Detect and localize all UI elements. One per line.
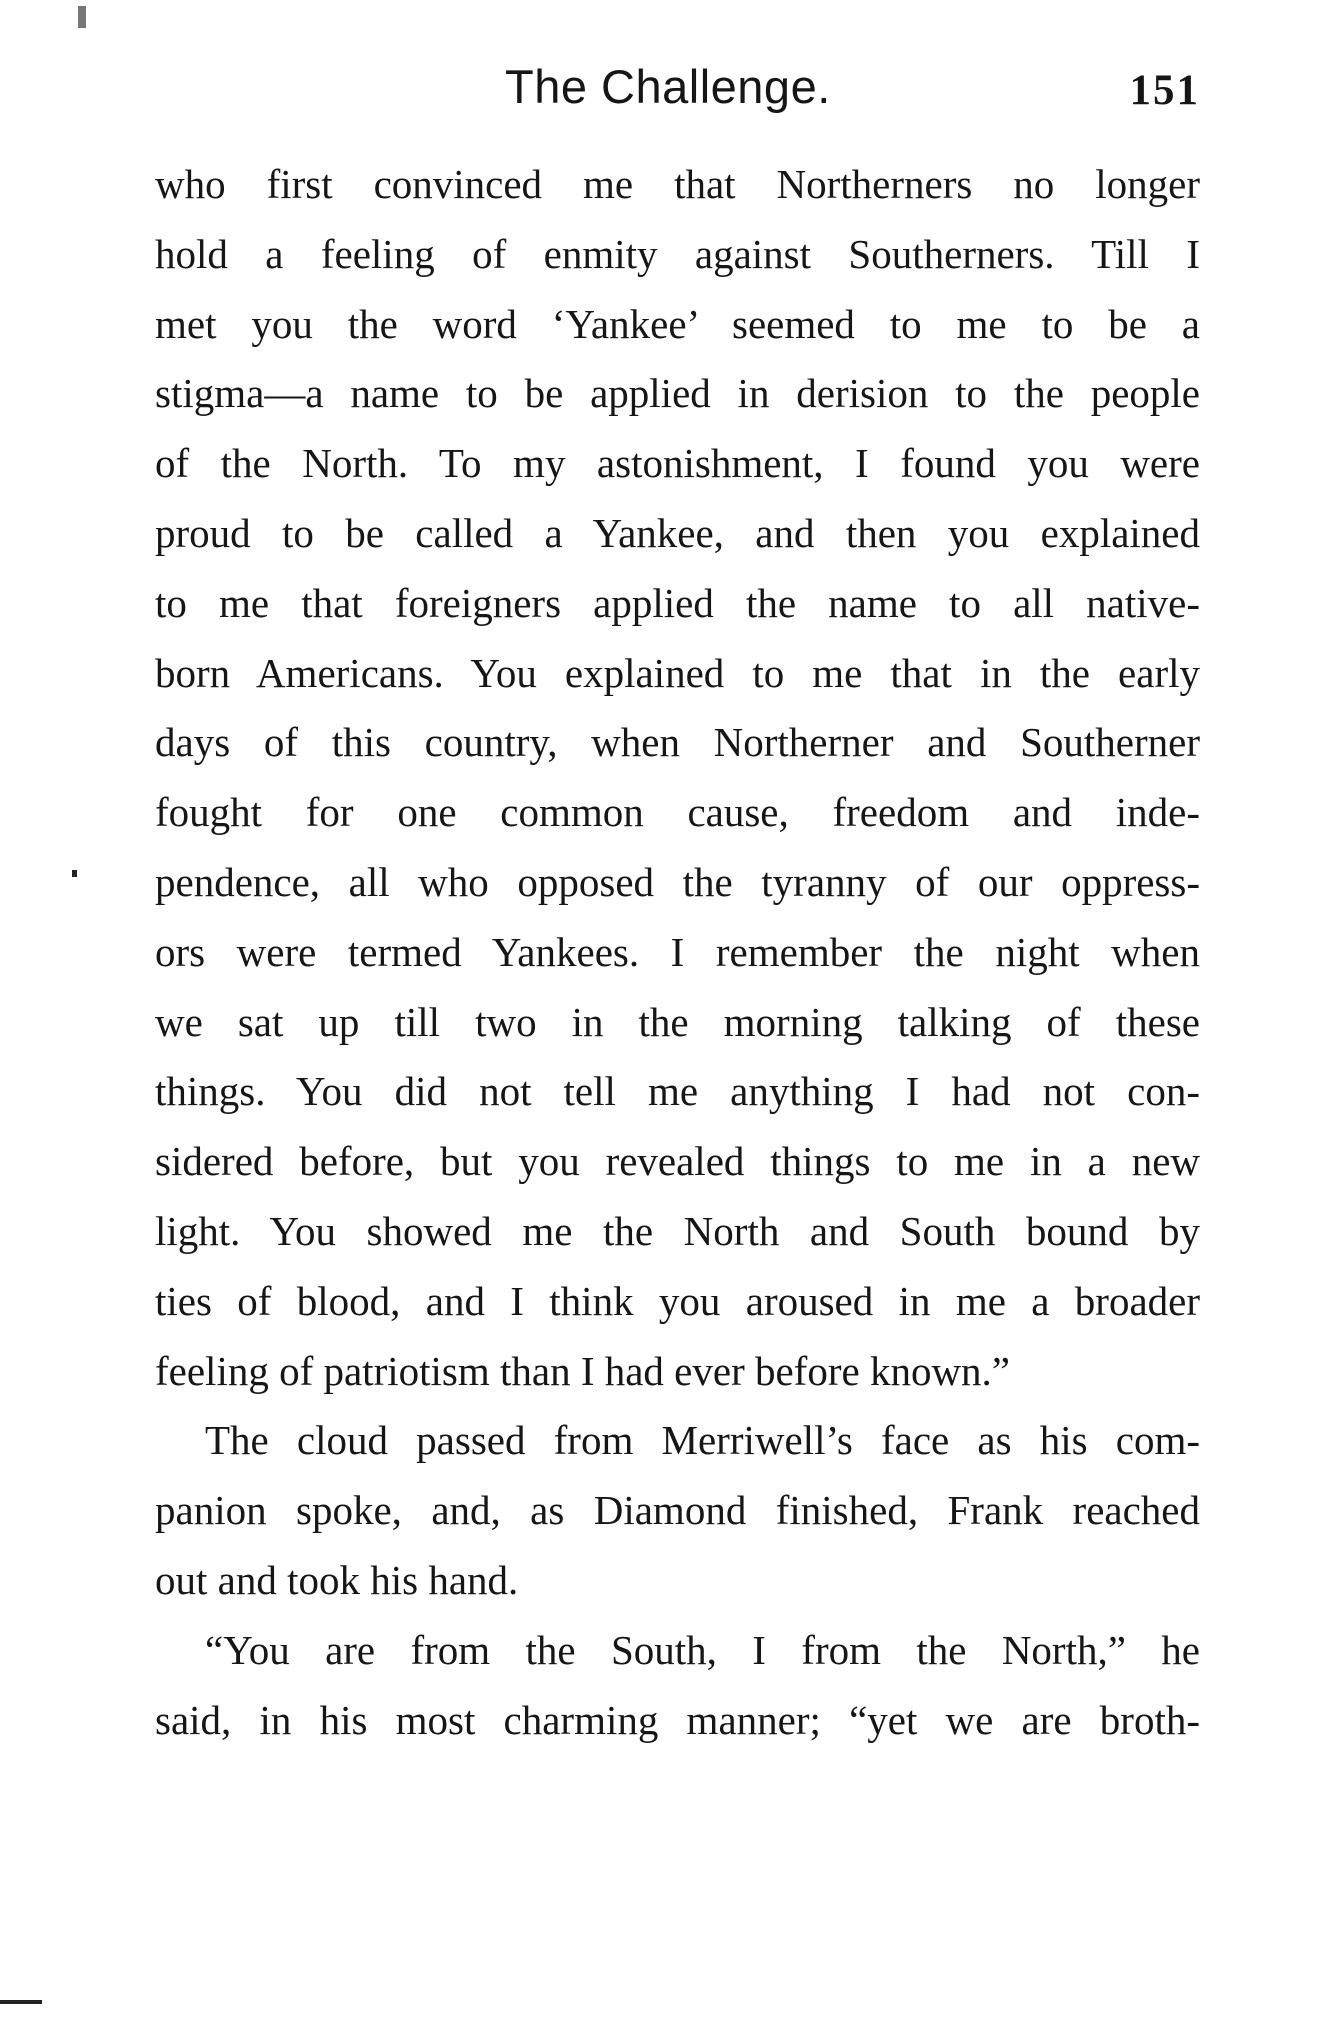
text-line: who first convinced me that Northerners no longer: [155, 161, 1200, 207]
scan-speck: [78, 6, 86, 28]
body-text: [155, 150, 1200, 1755]
scan-speck: [72, 870, 77, 877]
scan-speck: [0, 2000, 42, 2004]
paragraph-end-line: out and took his hand.: [155, 1556, 519, 1603]
text-line: stigma—a name to be applied in derision to the people: [155, 370, 1200, 417]
text-line: things. You did not tell me anything I had not con-: [155, 1068, 1200, 1115]
text-line: sidered before, but you revealed things to me in a new: [155, 1138, 1200, 1185]
paragraph-start-line: “You are from the South, I from the North,” he: [205, 1626, 1200, 1673]
page-number: 151: [1129, 67, 1200, 114]
text-line: proud to be called a Yankee, and then you explained: [155, 509, 1200, 556]
text-line: days of this country, when Northerner and Southerner: [155, 719, 1200, 766]
text-line: panion spoke, and, as Diamond finished, Frank reached: [155, 1487, 1200, 1534]
text-line: of the North. To my astonishment, I found you were: [155, 440, 1200, 487]
text-line: hold a feeling of enmity against Southerners. Till I: [155, 230, 1200, 277]
running-title: The Challenge.: [505, 60, 831, 113]
text-line: born Americans. You explained to me that in the early: [155, 649, 1200, 696]
text-line: said, in his most charming manner; “yet we are broth-: [155, 1696, 1200, 1743]
text-line: met you the word ‘Yankee’ seemed to me to be a: [155, 300, 1200, 347]
text-line: we sat up till two in the morning talking of these: [155, 998, 1200, 1045]
text-line: to me that foreigners applied the name to all native-: [155, 579, 1200, 626]
text-line: pendence, all who opposed the tyranny of our oppress-: [155, 858, 1200, 905]
paragraph-end-line: feeling of patriotism than I had ever before known.”: [155, 1347, 1010, 1394]
text-line: ties of blood, and I think you aroused in me a broader: [155, 1277, 1200, 1324]
running-head: [155, 52, 1200, 122]
text-line: fought for one common cause, freedom and inde-: [155, 789, 1200, 836]
text-line: light. You showed me the North and South bound by: [155, 1207, 1200, 1254]
paragraph-start-line: The cloud passed from Merriwell’s face as his com-: [205, 1417, 1200, 1464]
text-line: ors were termed Yankees. I remember the night when: [155, 928, 1200, 975]
